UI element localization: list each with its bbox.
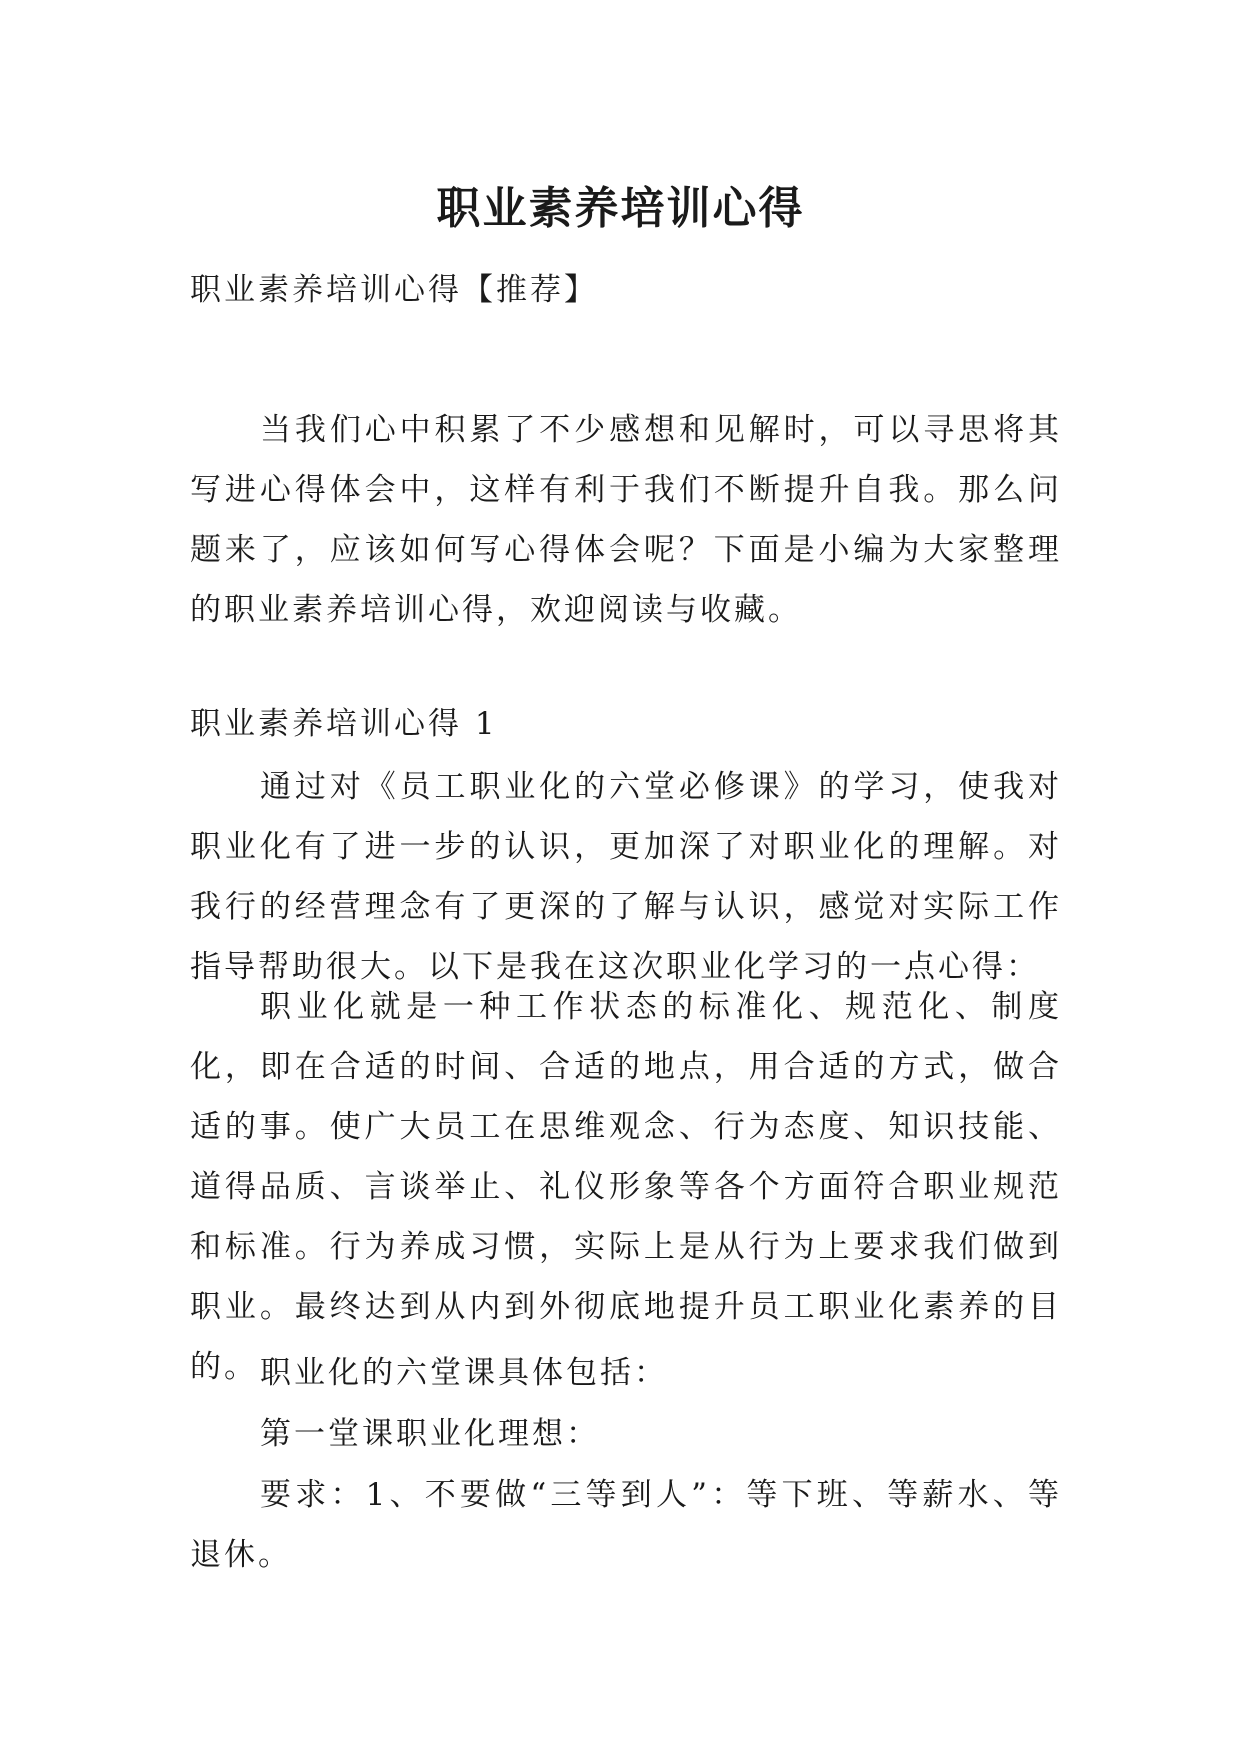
body-paragraph: 要求：1、不要做“三等到人”：等下班、等薪水、等退休。 bbox=[190, 1477, 1062, 1573]
document-title: 职业素养培训心得 bbox=[436, 183, 805, 235]
body-paragraph: 通过对《员工职业化的六堂必修课》的学习，使我对职业化有了进一步的认识，更加深了对职业化的理解。对我行的经营理念有了更深的了解与认识，感觉对实际工作指导帮助很大。以下是我在这次职业化学习的一点心得： bbox=[190, 769, 1062, 985]
intro-paragraph: 当我们心中积累了不少感想和见解时，可以寻思将其写进心得体会中，这样有利于我们不断提升自我。那么问题来了，应该如何写心得体会呢？下面是小编为大家整理的职业素养培训心得，欢迎阅读与收藏。 bbox=[190, 412, 1062, 628]
document-subtitle: 职业素养培训心得【推荐】 bbox=[190, 272, 598, 308]
body-paragraph: 职业化的六堂课具体包括： bbox=[260, 1355, 668, 1391]
body-paragraph: 第一堂课职业化理想： bbox=[260, 1416, 600, 1452]
body-paragraph: 职业化就是一种工作状态的标准化、规范化、制度化，即在合适的时间、合适的地点，用合适的方式，做合适的事。使广大员工在思维观念、行为态度、知识技能、道得品质、言谈举止、礼仪形象等各个方面符合职业规范和标准。行为养成习惯，实际上是从行为上要求我们做到职业。最终达到从内到外彻底地提升员工职业化素养的目的。 bbox=[190, 989, 1062, 1385]
section-heading: 职业素养培训心得 1 bbox=[190, 706, 498, 742]
